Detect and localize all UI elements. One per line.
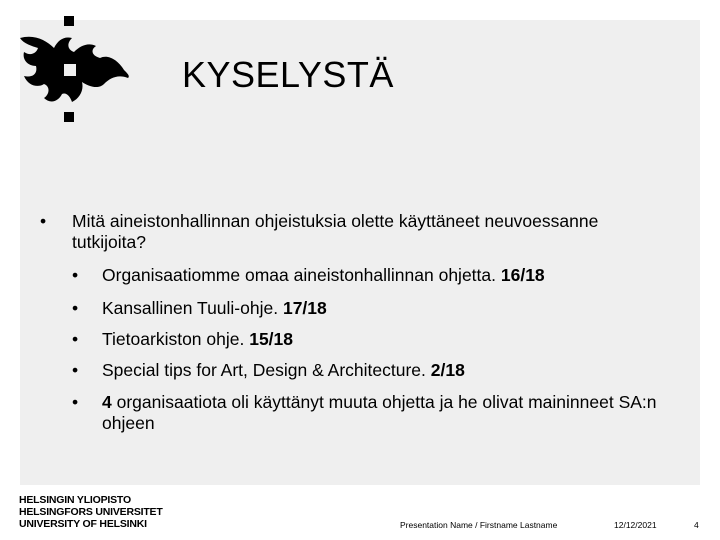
answer-text: organisaatiota oli käyttänyt muuta ohjetta ja he olivat maininneet SA:n ohjeen <box>102 392 657 433</box>
answer-count: 16/18 <box>500 265 545 285</box>
university-wordmark <box>19 494 163 530</box>
university-name-en: UNIVERSITY OF HELSINKI <box>19 518 147 530</box>
answer-item <box>72 360 692 381</box>
bullet-dot: • <box>72 360 79 380</box>
answer-count: 2/18 <box>430 360 465 380</box>
presentation-name: Presentation Name / Firstname Lastname <box>400 520 558 530</box>
bullet-dot: • <box>72 392 79 412</box>
question-bullet <box>40 211 640 253</box>
slide-date: 12/12/2021 <box>614 520 657 530</box>
answer-count: 4 <box>102 392 112 412</box>
answer-count: 15/18 <box>249 329 294 349</box>
answer-text: Tietoarkiston ohje. <box>102 329 245 349</box>
answer-item <box>72 392 672 434</box>
answer-count: 17/18 <box>282 298 327 318</box>
university-name-sv: HELSINGFORS UNIVERSITET <box>19 506 163 518</box>
bullet-dot: • <box>40 211 47 231</box>
page-number: 4 <box>694 520 699 530</box>
answer-item <box>72 265 692 286</box>
answer-text: Organisaatiomme omaa aineistonhallinnan ohjetta. <box>102 265 496 285</box>
page-title: KYSELYSTÄ <box>182 54 394 95</box>
university-name-fi: HELSINGIN YLIOPISTO <box>19 494 131 506</box>
bullet-dot: • <box>72 329 79 349</box>
answer-text: Kansallinen Tuuli-ohje. <box>102 298 279 318</box>
bullet-dot: • <box>72 265 79 285</box>
answer-text: Special tips for Art, Design & Architecture. <box>102 360 426 380</box>
answer-item <box>72 298 692 319</box>
bullet-dot: • <box>72 298 79 318</box>
helsinki-flame-logo-icon <box>18 16 130 122</box>
answer-item <box>72 329 692 350</box>
question-text: Mitä aineistonhallinnan ohjeistuksia olette käyttäneet neuvoessanne tutkijoita? <box>72 211 599 252</box>
